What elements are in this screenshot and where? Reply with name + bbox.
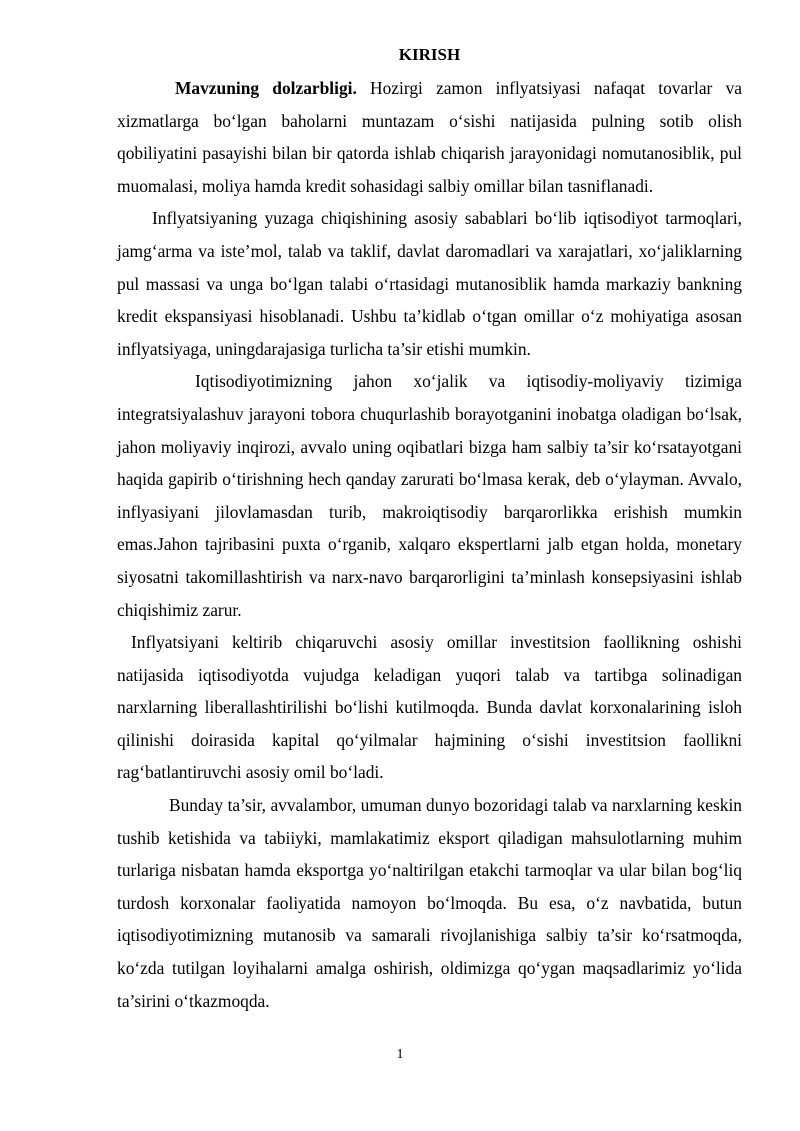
paragraph-lead: Mavzuning dolzarbligi.: [175, 78, 357, 98]
paragraph-inflation-causes: Inflyatsiyaning yuzaga chiqishining asosiy sabablari bo‘lib iqtisodiyot tarmoqlari, jamg‘arma va iste’mol, talab va taklif, davlat daromadlari va xarajatlari, xo‘jaliklarning pul massasi va unga bo‘lgan talabi o‘rtasidagi mutanosiblik hamda markaziy bankning kredit ekspansiyasi hisoblanadi. Ushbu ta’kidlab o‘tgan omillar o‘z mohiyatiga asosan inflyatsiyaga, uningdarajasiga turlicha ta’sir etishi mumkin.: [117, 208, 742, 359]
page-title: KIRISH: [398, 45, 461, 64]
paragraph-relevance: [117, 72, 742, 202]
paragraph-text: Hozirgi zamon inflyatsiyasi nafaqat tovarlar va xizmatlarga bo‘lgan baholarni muntazam o‘sishi natijasida pulning sotib olish qobiliyatini pasayishi bilan bir qatorda ishlab chiqarish jarayonidagi nomutanosiblik, pul muomalasi, moliya hamda kredit sohasidagi salbiy omillar bilan tasniflanadi.: [117, 78, 742, 196]
paragraph-impact: Bunday ta’sir, avvalambor, umuman dunyo bozoridagi talab va narxlarning keskin tushib ketishida va tabiiyki, mamlakatimiz eksport qiladigan mahsulotlarning muhim turlariga nisbatan hamda eksportga yo‘naltirilgan etakchi tarmoqlar va ular bilan bog‘liq turdosh korxonalar faoliyatida namoyon bo‘lmoqda. Bu esa, o‘z navbatida, butun iqtisodiyotimizning mutanosib va samarali rivojlanishiga salbiy ta’sir ko‘rsatmoqda, ko‘zda tutilgan loyihalarni amalga oshirish, oldimizga qo‘ygan maqsadlarimiz yo‘lida ta’sirini o‘tkazmoqda.: [117, 795, 742, 1011]
page-number: 1: [396, 1047, 404, 1062]
paragraph-inflation-factors: Inflyatsiyani keltirib chiqaruvchi asosiy omillar investitsion faollikning oshishi natijasida iqtisodiyotda vujudga keladigan yuqori talab va tartibga solinadigan narxlarning liberallashtirilishi bo‘lishi kutilmoqda. Bunda davlat korxonalarining isloh qilinishi doirasida kapital qo‘yilmalar hajmining o‘sishi investitsion faollikni rag‘batlantiruvchi asosiy omil bo‘ladi.: [117, 632, 742, 783]
document-page: [117, 44, 742, 1017]
paragraph-integration: Iqtisodiyotimizning jahon xo‘jalik va iqtisodiy-moliyaviy tizimiga integratsiyalashuv jarayoni tobora chuqurlashib borayotganini inobatga oladigan bo‘lsak, jahon moliyaviy inqirozi, avvalo uning oqibatlari bizga ham salbiy ta’sir ko‘rsatayotgani haqida gapirib o‘tirishning hech qanday zarurati bo‘lmasa kerak, deb o‘ylayman. Avvalo, inflyasiyani jilovlamasdan turib, makroiqtisodiy barqarorlikka erishish mumkin emas.Jahon tajribasini puxta o‘rganib, xalqaro ekspertlarni jalb etgan holda, monetary siyosatni takomillashtirish va narx-navo barqarorligini ta’minlash konsepsiyasini ishlab chiqishimiz zarur.: [117, 371, 742, 620]
